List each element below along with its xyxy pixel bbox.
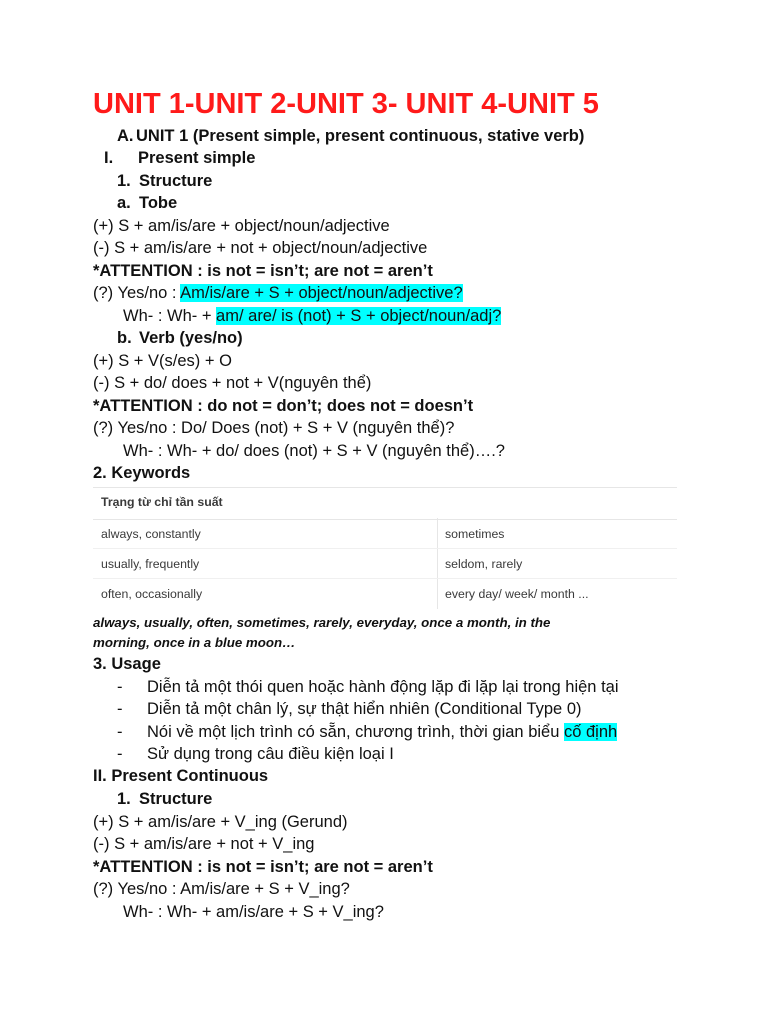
- continuous-attention: *ATTENTION : is not = isn’t; are not = aren’t: [93, 858, 433, 876]
- column-divider: [437, 518, 438, 609]
- table-cell: often, occasionally: [101, 587, 203, 601]
- table-cell: sometimes: [445, 527, 505, 541]
- section-a-heading: A. UNIT 1 (Present simple, present continuous, stative verb): [117, 127, 585, 145]
- row-divider: [93, 548, 677, 549]
- verb-attention: *ATTENTION : do not = don’t; does not = doesn’t: [93, 397, 474, 415]
- table-cell: every day/ week/ month ...: [445, 587, 589, 601]
- page-title: UNIT 1-UNIT 2-UNIT 3- UNIT 4-UNIT 5: [93, 88, 599, 120]
- tobe-wh-question: Wh- : Wh- + am/ are/ is (not) + S + object/noun/adj?: [123, 307, 502, 325]
- row-divider: [93, 578, 677, 579]
- keywords-list-line-1: always, usually, often, sometimes, rarely, everyday, once a month, in the: [93, 615, 551, 630]
- usage-item: - Diễn tả một chân lý, sự thật hiển nhiên (Conditional Type 0): [117, 700, 582, 718]
- usage-item: - Diễn tả một thói quen hoặc hành động lặp đi lặp lại trong hiện tại: [117, 678, 619, 696]
- keywords-heading: 2. Keywords: [93, 464, 191, 482]
- continuous-positive: (+) S + am/is/are + V_ing (Gerund): [93, 813, 348, 831]
- highlighted-text: Am/is/are + S + object/noun/adjective?: [180, 284, 463, 302]
- continuous-wh-question: Wh- : Wh- + am/is/are + S + V_ing?: [123, 903, 384, 921]
- verb-wh-question: Wh- : Wh- + do/ does (not) + S + V (nguyên thể)….?: [123, 442, 505, 460]
- tobe-attention: *ATTENTION : is not = isn’t; are not = aren’t: [93, 262, 433, 280]
- continuous-question: (?) Yes/no : Am/is/are + S + V_ing?: [93, 880, 350, 898]
- verb-negative: (-) S + do/ does + not + V(nguyên thể): [93, 374, 372, 392]
- tobe-positive: (+) S + am/is/are + object/noun/adjective: [93, 217, 390, 235]
- section-ii-heading: II. Present Continuous: [93, 767, 269, 785]
- table-cell: usually, frequently: [101, 557, 200, 571]
- table-header: Trạng từ chỉ tần suất: [93, 487, 677, 520]
- verb-question: (?) Yes/no : Do/ Does (not) + S + V (nguyên thể)?: [93, 419, 455, 437]
- structure-heading-2: 1. Structure: [117, 790, 213, 808]
- tobe-negative: (-) S + am/is/are + not + object/noun/adjective: [93, 239, 428, 257]
- structure-heading: 1. Structure: [117, 172, 213, 190]
- table-cell: always, constantly: [101, 527, 201, 541]
- tobe-question: (?) Yes/no : Am/is/are + S + object/noun/adjective?: [93, 284, 463, 302]
- tobe-heading: a. Tobe: [117, 194, 178, 212]
- continuous-negative: (-) S + am/is/are + not + V_ing: [93, 835, 315, 853]
- table-cell: seldom, rarely: [445, 557, 523, 571]
- usage-item: - Sử dụng trong câu điều kiện loại I: [117, 745, 394, 763]
- section-i-heading: I. Present simple: [104, 149, 256, 167]
- usage-heading: 3. Usage: [93, 655, 161, 673]
- highlighted-text: cố định: [563, 723, 618, 741]
- usage-item: - Nói về một lịch trình có sẵn, chương trình, thời gian biểu cố định: [117, 723, 618, 741]
- highlighted-text: am/ are/ is (not) + S + object/noun/adj?: [216, 307, 502, 325]
- verb-heading: b. Verb (yes/no): [117, 329, 243, 347]
- keywords-table: [93, 487, 677, 609]
- verb-positive: (+) S + V(s/es) + O: [93, 352, 232, 370]
- keywords-list-line-2: morning, once in a blue moon…: [93, 635, 296, 650]
